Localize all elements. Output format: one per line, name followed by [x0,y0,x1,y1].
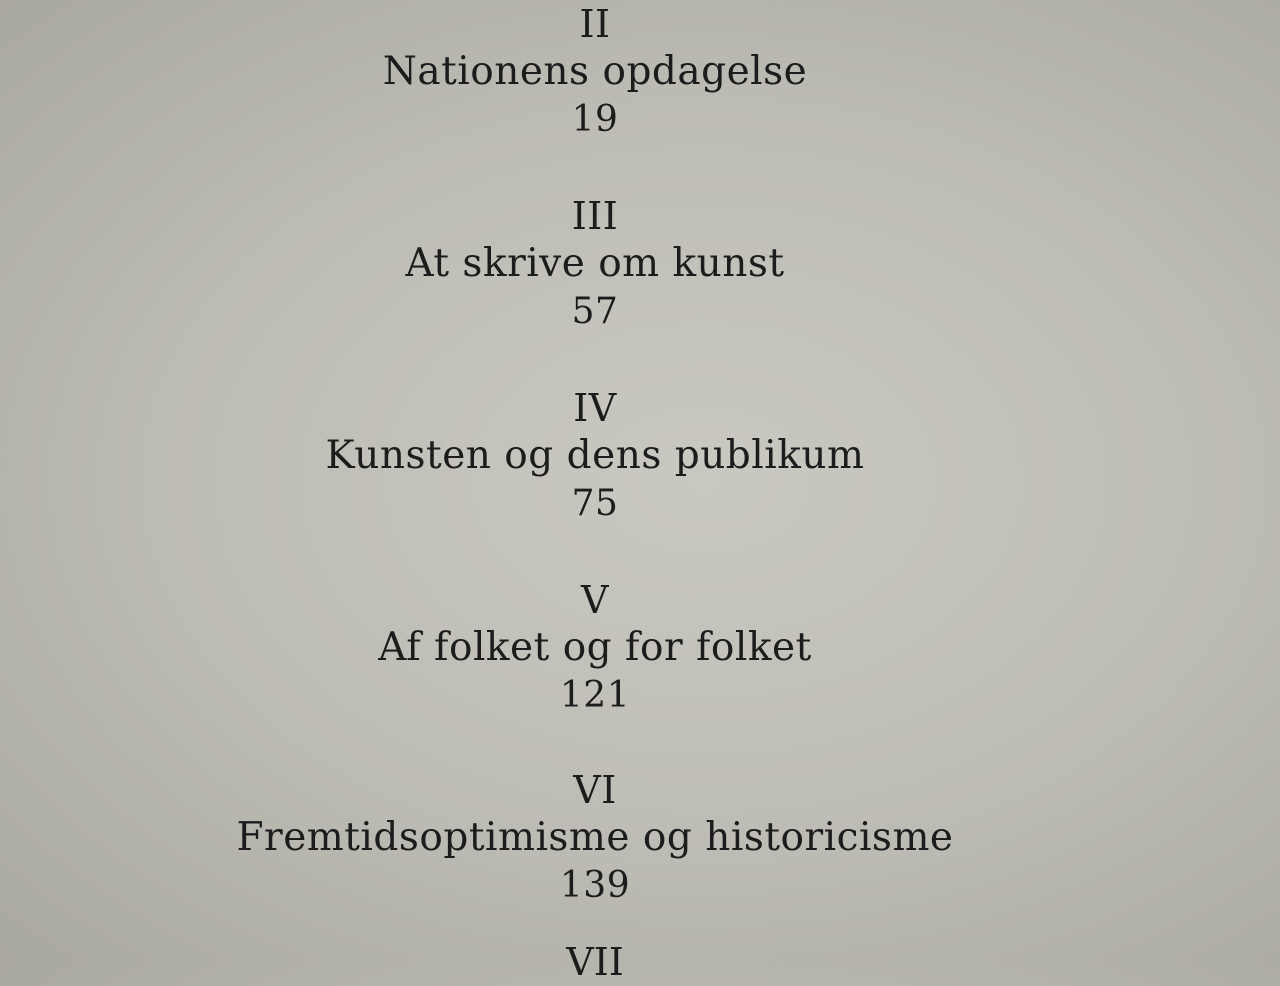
chapter-title: Kunsten og dens publikum [325,433,865,478]
chapter-numeral: III [571,194,619,238]
chapter-numeral: V [581,578,609,622]
toc-entry-vii-partial: VII [566,940,624,984]
chapter-numeral: VI [573,768,617,812]
toc-entry-iv [0,384,1190,528]
chapter-numeral: II [579,2,611,46]
chapter-page-number: 19 [571,99,619,140]
toc-entry-vi [0,766,1190,910]
chapter-title: Af folket og for folket [378,625,812,670]
chapter-title: At skrive om kunst [405,241,785,286]
chapter-title: Nationens opdagelse [382,49,808,94]
toc-entry-iii [0,192,1190,336]
chapter-numeral: IV [573,386,617,430]
toc-entry-v [0,576,1190,720]
toc-entry-ii [0,0,1190,144]
chapter-page-number: 57 [571,291,619,332]
chapter-page-number: 75 [571,483,619,524]
chapter-page-number: 121 [559,675,631,716]
chapter-page-number: 139 [559,865,631,906]
chapter-title: Fremtidsoptimisme og historicisme [236,815,954,860]
